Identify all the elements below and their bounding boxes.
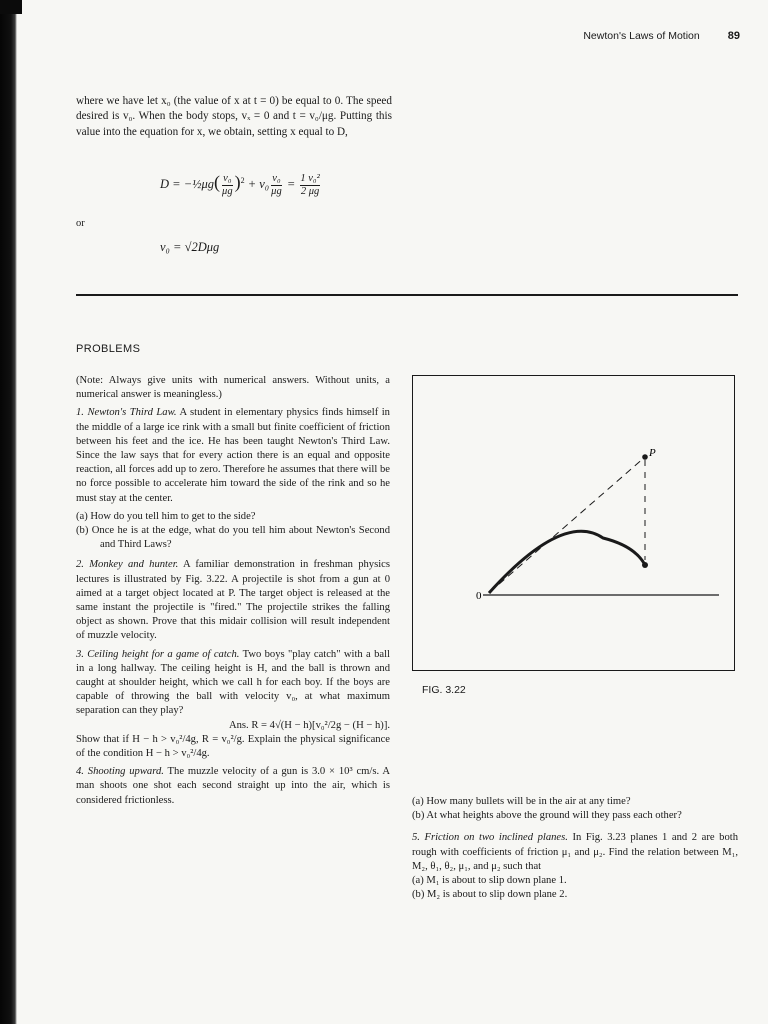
problem-1	[76, 406, 390, 505]
problems-right-column	[412, 795, 738, 902]
problem-1-text: A student in elementary physics finds himself in the middle of a large ice rink with a small but finite coefficient of friction between his feet and the ice. He has been taught Newton's Third Law. Since the law says that for every action there is an equal and opposite reaction, all forces add up to zero. Therefore he assumes that there will be no force possible to accelerate him toward the side of the rink and so he must stay at the center.	[76, 407, 390, 504]
problem-1a: (a) How do you tell him to get to the side?	[76, 510, 256, 522]
problem-2-text: A familiar demonstration in freshman physics lectures is illustrated by Fig. 3.22. A projectile is shot from a gun at 0 aimed at a target object located at P. The target object is released at the same instant the projectile is "fired." The projectile strikes the falling object as shown. Prove that this midair collision will result independent of muzzle velocity.	[76, 559, 390, 642]
equation-distance: D = −½μg( $\frac{\text{v₀}}{\mu g}$ )$^2$ + v₀ $\frac{\text{v₀}}{\mu g}$ = $\frac{\text{1 v₀²}}{2 \mu g}$	[160, 172, 320, 197]
projectile-trajectory	[489, 531, 645, 593]
problem-3-continued: Show that if H − h > v₀²/4g, R = v₀²/g. Explain the physical significance of the condition H − h > v₀²/4g.	[76, 733, 390, 760]
figure-caption: FIG. 3.22	[422, 684, 466, 696]
eq1-frac2-den: μg	[271, 185, 282, 197]
problem-5	[412, 831, 738, 874]
book-spine-shadow	[0, 0, 17, 1024]
problems-note: (Note: Always give units with numerical answers. Without units, a numerical answer is meaningless.)	[76, 375, 390, 401]
running-title: Newton's Laws of Motion	[583, 30, 700, 42]
line-of-sight-dashed	[490, 457, 645, 592]
problem-4	[76, 765, 390, 808]
problem-1-title: 1. Newton's Third Law.	[76, 407, 177, 419]
eq1-lhs: D = −½μg	[160, 177, 215, 191]
eq1-frac1-num: v₀	[223, 172, 232, 184]
eq1-frac1-den: μg	[222, 185, 233, 197]
target-point	[642, 454, 648, 460]
problems-heading: PROBLEMS	[76, 343, 141, 355]
problem-5a: (a) M₁ is about to slip down plane 1.	[412, 875, 567, 887]
problem-5-title: 5. Friction on two inclined planes.	[412, 832, 568, 844]
problem-4a: (a) How many bullets will be in the air at any time?	[412, 796, 631, 807]
problem-1b: (b) Once he is at the edge, what do you tell him about Newton's Second and Third Laws?	[76, 525, 390, 551]
problem-4-text: The muzzle velocity of a gun is 3.0 × 10³ cm/s. A man shoots one shot each second straight up into the air, which is considered frictionless.	[76, 766, 390, 806]
problem-4b: (b) At what heights above the ground will they pass each other?	[412, 810, 682, 822]
target-label: P	[649, 447, 656, 459]
collision-point	[642, 562, 648, 568]
problem-3-text: Two boys "play catch" with a ball in a long hallway. The ceiling height is H, and the ball is thrown and caught at shoulder height, which we call h for each boy. If the boys are capable of throwing the ball with velocity v₀, at what maximum separation can they play?	[76, 648, 390, 717]
or-word: or	[76, 218, 85, 229]
eq1-frac3-den: 2 μg	[300, 185, 320, 197]
problem-4-title: 4. Shooting upward.	[76, 766, 164, 778]
problems-left-column	[76, 374, 390, 812]
eq1-frac3	[300, 173, 319, 198]
problem-2-title: 2. Monkey and hunter.	[76, 559, 179, 571]
problem-2	[76, 558, 390, 643]
page-number: 89	[727, 30, 740, 42]
eq1-frac1	[222, 173, 233, 198]
eq1-equals: =	[286, 177, 296, 191]
eq1-frac2	[271, 173, 282, 198]
problem-3-title: 3. Ceiling height for a game of catch.	[76, 648, 240, 660]
running-header	[440, 30, 740, 42]
section-divider	[76, 294, 738, 296]
figure-3-22	[412, 375, 735, 671]
problem-5b: (b) M₂ is about to slip down plane 2.	[412, 889, 568, 901]
projectile-diagram	[413, 376, 734, 670]
eq1-mid: + v₀	[247, 177, 270, 191]
intro-paragraph: where we have let x₀ (the value of x at t = 0) be equal to 0. The speed desired is v₀. When the body stops, vₓ = 0 and t = v₀/μg. Putting this value into the equation for x, we obtain, setting x equal to D,	[76, 95, 392, 138]
problem-5-text: In Fig. 3.23 planes 1 and 2 are both rough with coefficients of friction μ₁ and μ₂. Find the relation between M₁, M₂, θ₁, θ₂, μ₁, and μ₂ such that	[412, 832, 738, 872]
problem-3	[76, 648, 390, 719]
eq1-frac3-num: 1 v₀²	[300, 172, 320, 184]
book-spine-corner	[0, 0, 22, 14]
problem-3-answer: Ans. R = 4√(H − h)[v₀²/2g − (H − h)].	[228, 719, 390, 731]
origin-label: 0	[476, 590, 482, 602]
equation-v0: v₀ = √2Dμg	[160, 240, 220, 254]
eq1-frac2-num: v₀	[272, 172, 281, 184]
